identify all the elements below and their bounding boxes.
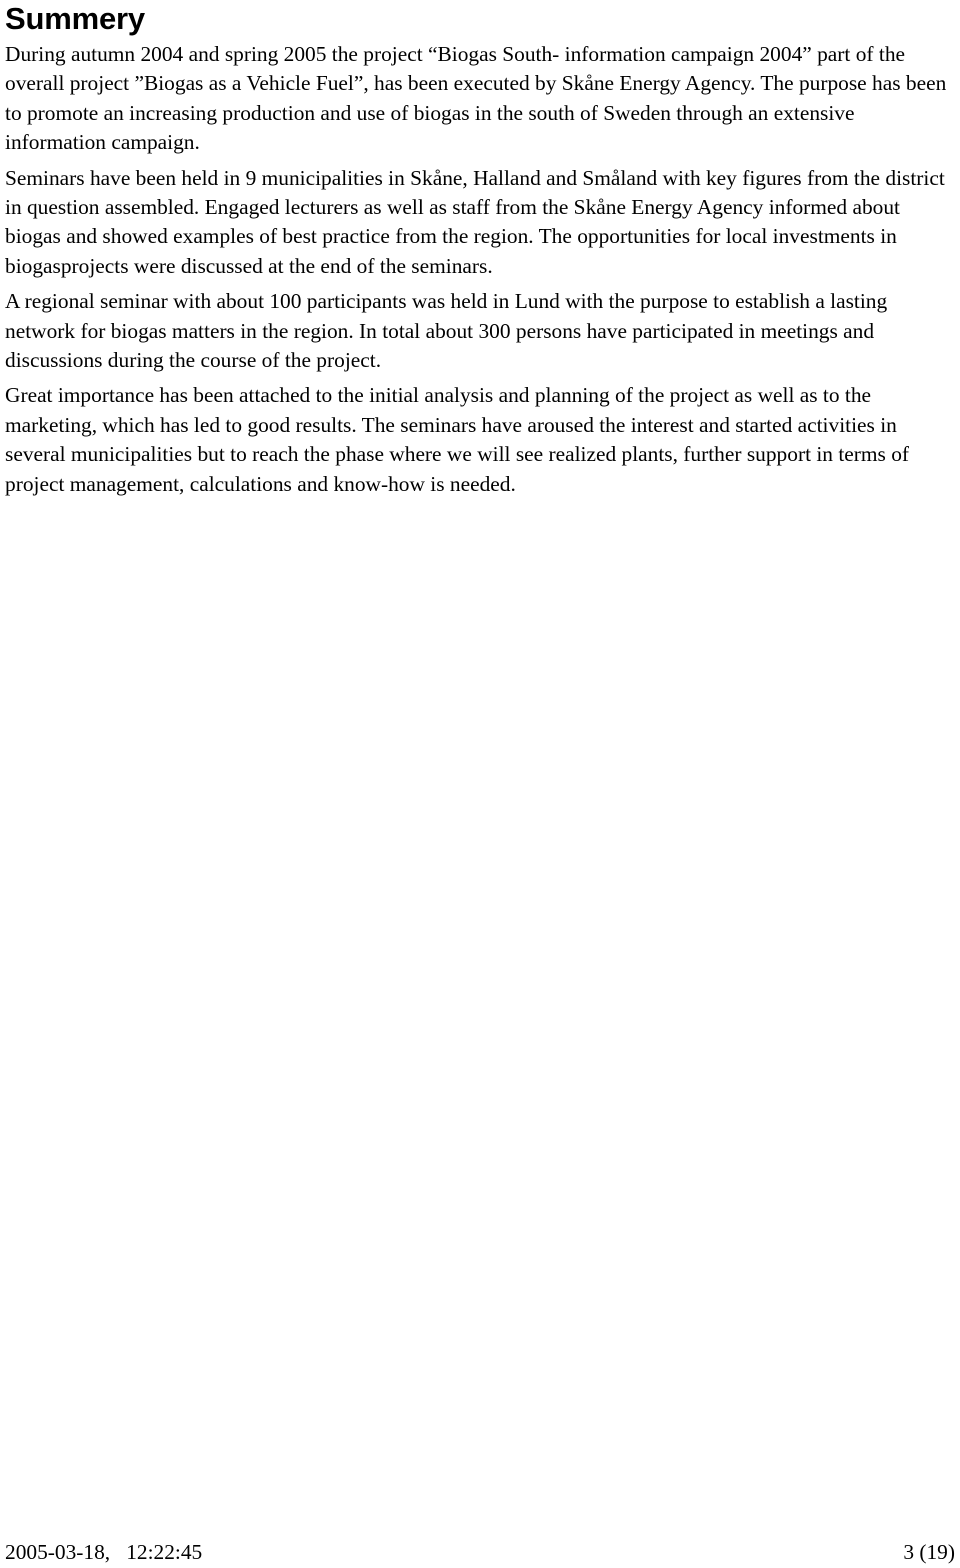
paragraph-seminars: Seminars have been held in 9 municipalities in Skåne, Halland and Småland with key figures from the district in question assembled. Engaged lecturers as well as staff from the Skåne Energy Agency informed about biogas and showed examples of best practice from the region. The opportunities for local investments in biogasprojects were discussed at the end of the seminars.	[5, 165, 945, 278]
footer-page-number: 3 (19)	[903, 1540, 955, 1564]
summary-body	[5, 40, 957, 505]
section-heading: Summery	[5, 1, 145, 36]
paragraph-project-intro: During autumn 2004 and spring 2005 the project “Biogas South- information campaign 2004” part of the overall project ”Biogas as a Vehicle Fuel”, has been executed by Skåne Energy Agency. The purpose has been to promote an increasing production and use of biogas in the south of Sweden through an extensive information campaign.	[5, 42, 947, 155]
paragraph-conclusion: Great importance has been attached to the initial analysis and planning of the project as well as to the marketing, which has led to good results. The seminars have aroused the interest and started activities in several municipalities but to reach the phase where we will see realized plants, further support in terms of project management, calculations and know-how is needed.	[5, 383, 910, 496]
footer-timestamp: 2005-03-18, 12:22:45	[5, 1540, 203, 1564]
paragraph-regional-seminar: A regional seminar with about 100 participants was held in Lund with the purpose to establish a lasting network for biogas matters in the region. In total about 300 persons have participated in meetings and discussions during the course of the project.	[5, 289, 888, 373]
